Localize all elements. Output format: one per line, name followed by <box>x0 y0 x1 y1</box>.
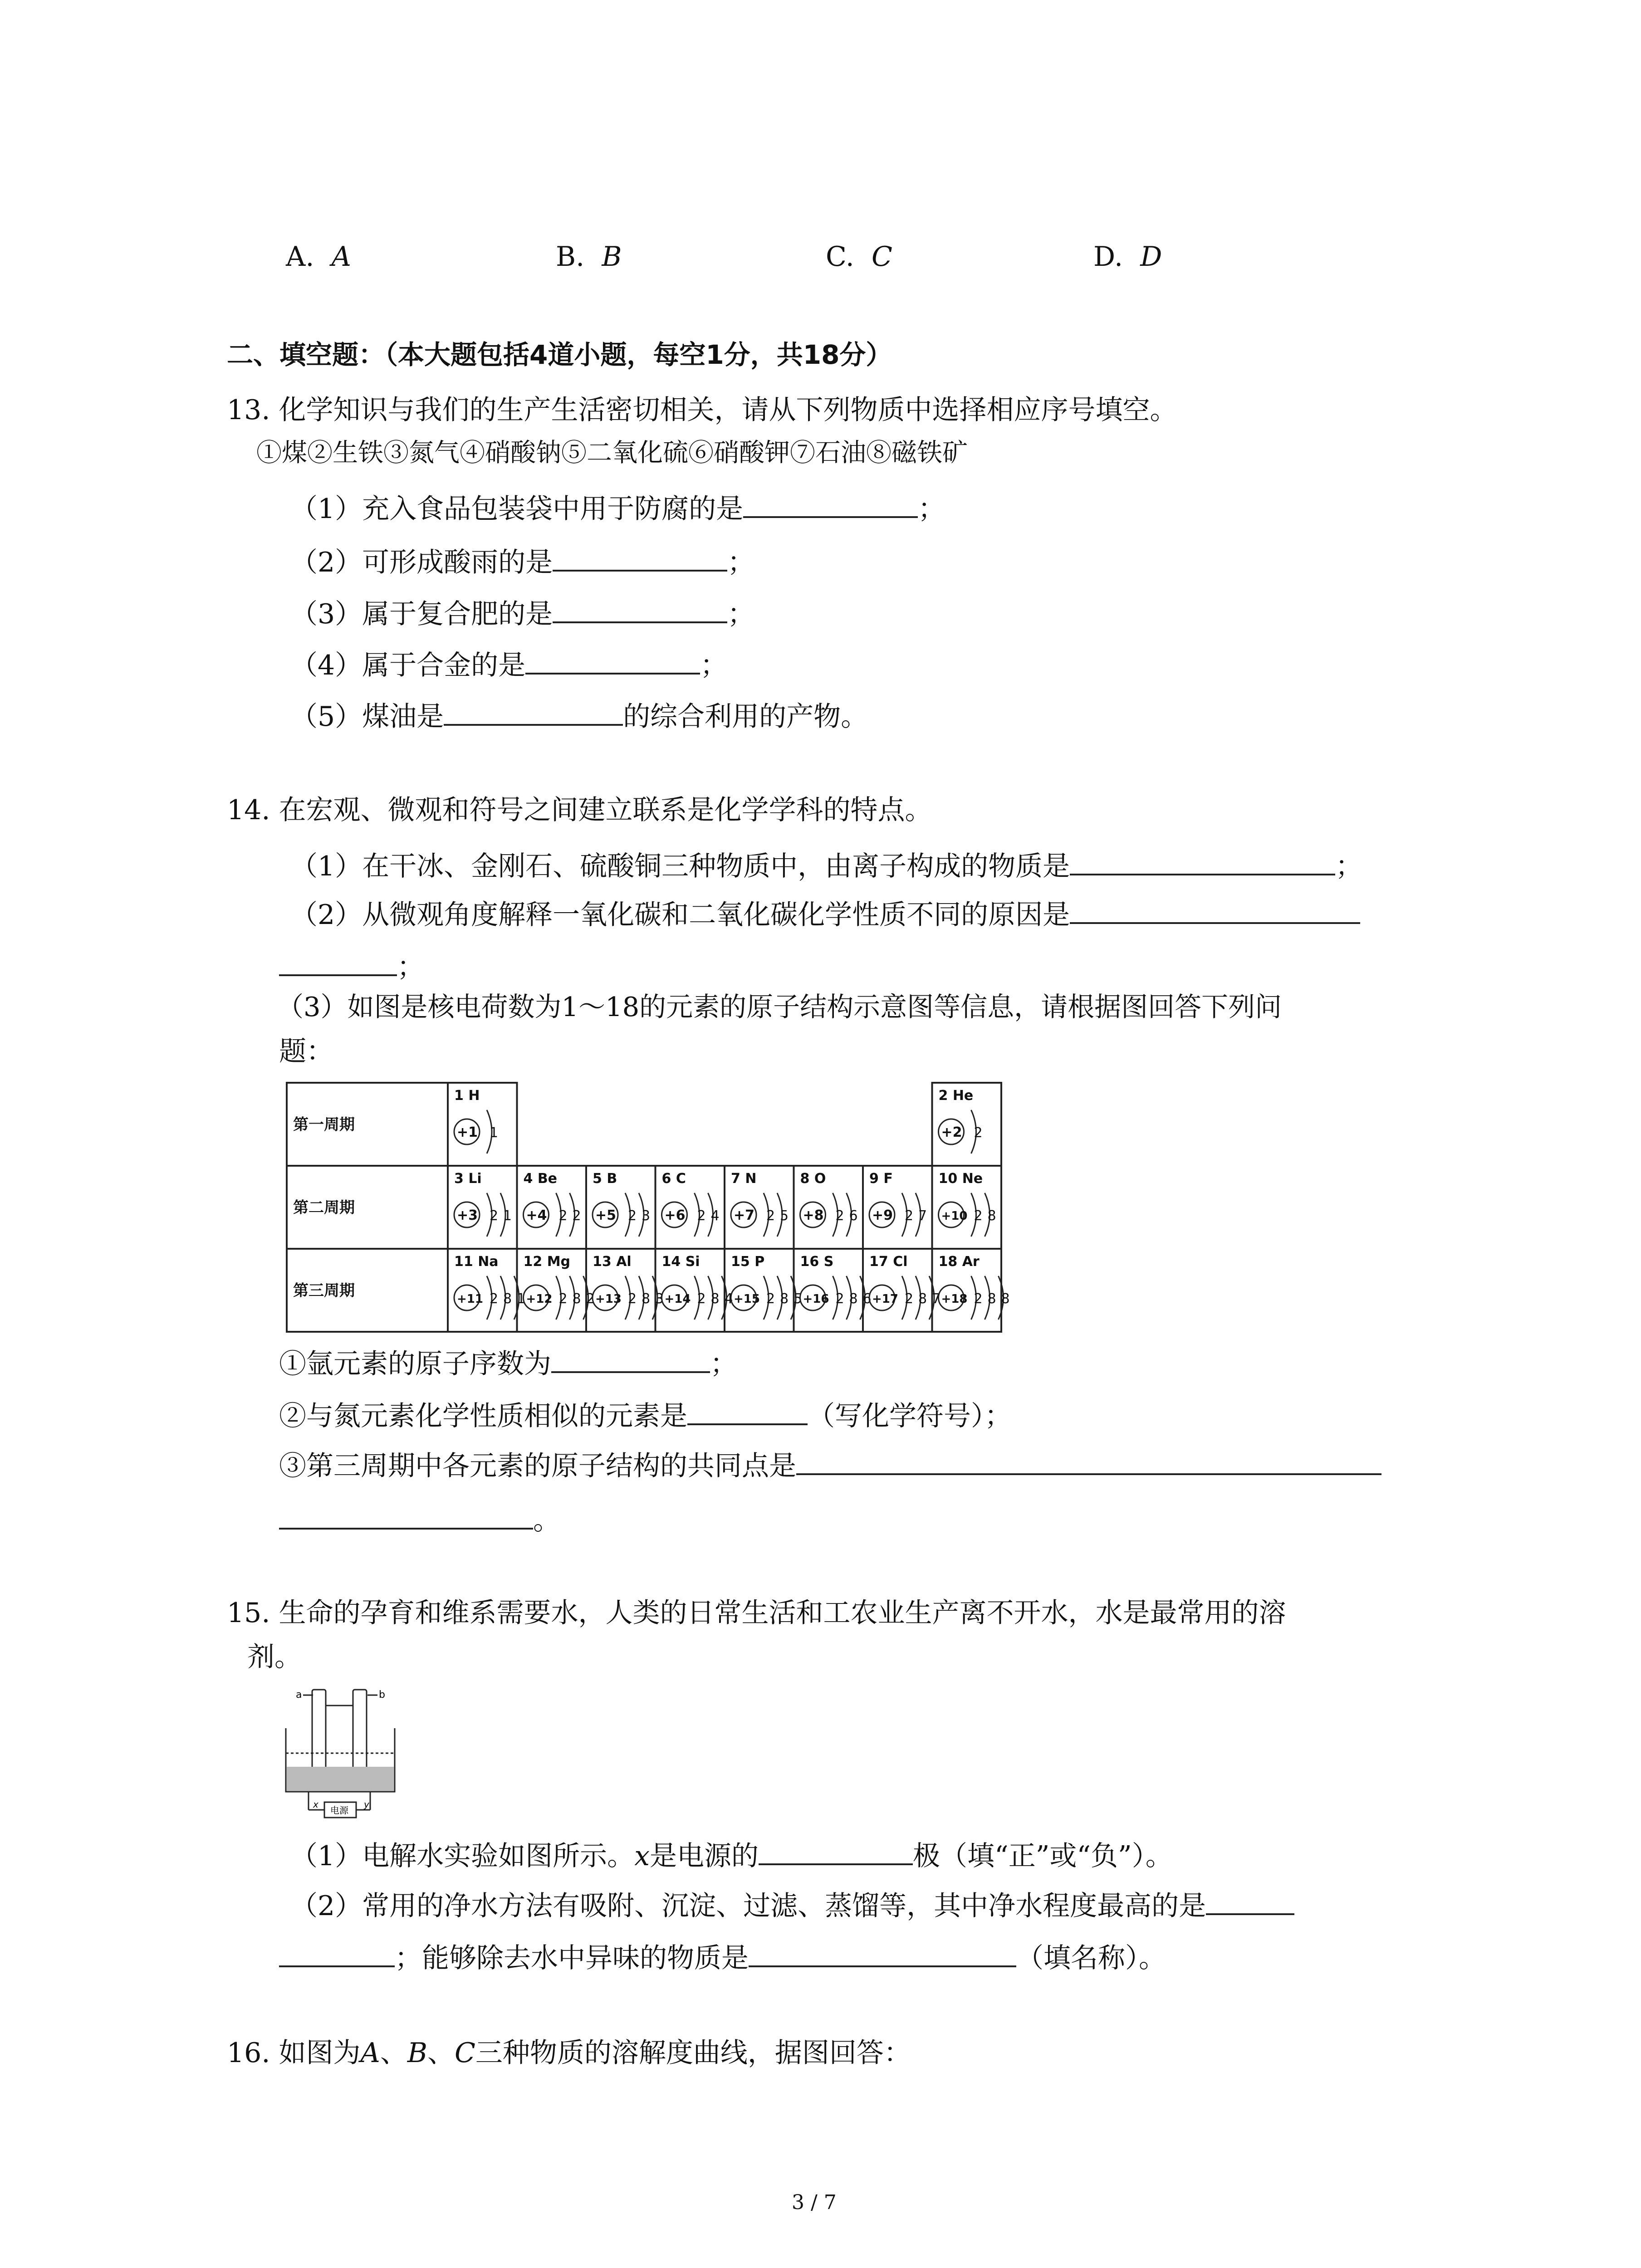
q14-blank-3[interactable] <box>551 1345 710 1373</box>
option-a-label: A. <box>286 241 314 273</box>
q14-sub3-end: 。 <box>533 1505 560 1536</box>
q16-sep2: 、 <box>427 2037 455 2069</box>
element-label: 6 C <box>661 1171 686 1187</box>
nucleus-charge: +9 <box>872 1207 893 1223</box>
option-b-label: B. <box>556 241 585 273</box>
q14-sub1-text: ①氩元素的原子序数为 <box>279 1348 551 1380</box>
electron-count: 2 <box>490 1291 499 1307</box>
electron-count: 2 <box>974 1125 983 1141</box>
period-row-label: 第一周期 <box>293 1115 355 1134</box>
period-row-label: 第三周期 <box>293 1281 355 1300</box>
nucleus-charge: +12 <box>526 1292 553 1306</box>
apparatus-label-a: a <box>296 1689 302 1701</box>
q15-part1-var: x <box>634 1840 650 1872</box>
electron-count: 1 <box>503 1208 512 1224</box>
q16-pre: 如图为 <box>279 2037 361 2069</box>
element-label: 15 P <box>731 1254 765 1270</box>
electron-count: 2 <box>766 1291 775 1307</box>
q14-sub1 <box>279 1345 737 1380</box>
electron-count: 6 <box>862 1291 872 1307</box>
electron-count: 8 <box>1001 1291 1010 1307</box>
electron-count: 7 <box>932 1291 941 1307</box>
period-row-label: 第二周期 <box>293 1198 355 1217</box>
q14-part1-text: （1）在干冰、金刚石、硫酸铜三种物质中，由离子构成的物质是 <box>290 850 1070 882</box>
apparatus-label-x: x <box>313 1799 318 1810</box>
q14-part1-end: ； <box>1335 850 1363 882</box>
nucleus-charge: +7 <box>734 1207 755 1223</box>
q13-part4 <box>290 646 727 682</box>
q13-blank-4[interactable] <box>525 646 700 675</box>
electron-count: 2 <box>835 1291 844 1307</box>
q16-stem <box>227 2037 911 2069</box>
option-a <box>286 240 351 273</box>
element-label: 4 Be <box>523 1171 558 1187</box>
q14-stem <box>227 794 932 826</box>
q13-part1-text: （1）充入食品包装袋中用于防腐的是 <box>290 493 744 525</box>
q13-part3 <box>290 595 754 631</box>
electron-count: 5 <box>780 1208 789 1224</box>
option-d <box>1093 240 1162 273</box>
q14-part1 <box>290 847 1362 883</box>
q15-stem <box>227 1597 1286 1629</box>
q15-part1-text: （1）电解水实验如图所示。 <box>290 1840 635 1872</box>
element-label: 14 Si <box>661 1254 700 1270</box>
q15-blank-2b[interactable] <box>279 1939 395 1967</box>
element-label: 10 Ne <box>938 1171 983 1187</box>
option-d-label: D. <box>1093 241 1123 273</box>
nucleus-charge: +10 <box>941 1209 968 1223</box>
element-label: 8 O <box>800 1171 826 1187</box>
electron-count: 1 <box>490 1125 499 1141</box>
electron-count: 7 <box>918 1208 927 1224</box>
element-label: 18 Ar <box>938 1254 980 1270</box>
element-label: 11 Na <box>454 1254 499 1270</box>
element-label: 5 B <box>593 1171 617 1187</box>
q14-sub2 <box>279 1397 1012 1432</box>
q15-number: 15. <box>227 1597 270 1629</box>
water-fill <box>287 1767 394 1791</box>
electron-count: 8 <box>780 1291 789 1307</box>
periodic-table-grid <box>287 1083 1010 1332</box>
nucleus-charge: +2 <box>941 1124 962 1140</box>
electron-count: 8 <box>642 1291 651 1307</box>
q14-blank-5a[interactable] <box>796 1447 1381 1475</box>
electron-count: 8 <box>710 1291 720 1307</box>
q15-blank-3[interactable] <box>749 1939 1016 1967</box>
apparatus-source-label: 电源 <box>330 1805 348 1816</box>
q13-stem-text: 化学知识与我们的生产生活密切相关，请从下列物质中选择相应序号填空。 <box>279 394 1177 426</box>
q14-sub3 <box>279 1447 1381 1482</box>
q13-part2-end: ； <box>727 547 755 578</box>
electrolysis-apparatus-figure <box>277 1685 408 1821</box>
nucleus-charge: +14 <box>664 1292 691 1306</box>
nucleus-charge: +17 <box>872 1292 898 1306</box>
electron-count: 2 <box>697 1208 706 1224</box>
electron-count: 8 <box>572 1291 581 1307</box>
q15-part1-mid: 是电源的 <box>650 1840 759 1872</box>
q14-blank-2a[interactable] <box>1070 896 1360 924</box>
q14-part2-text: （2）从微观角度解释一氧化碳和二氧化碳化学性质不同的原因是 <box>290 899 1070 931</box>
electron-count: 2 <box>572 1208 581 1224</box>
option-c <box>826 240 892 273</box>
element-label: 17 Cl <box>869 1254 908 1270</box>
electron-count: 2 <box>835 1208 844 1224</box>
q14-part3: （3）如图是核电荷数为1～18的元素的原子结构示意图等信息，请根据图回答下列问 <box>277 991 1282 1022</box>
electron-count: 2 <box>905 1291 914 1307</box>
nucleus-charge: +11 <box>457 1292 483 1306</box>
q15-part1-end: 极（填“正”或“负”）。 <box>913 1840 1173 1872</box>
q14-part3-line2: 题： <box>279 1036 333 1067</box>
q13-blank-1[interactable] <box>743 490 918 518</box>
q16-substance-c: C <box>454 2037 475 2069</box>
q13-blank-5[interactable] <box>444 698 623 726</box>
q14-part2 <box>290 896 1360 931</box>
electron-count: 2 <box>974 1291 983 1307</box>
electron-count: 4 <box>724 1291 733 1307</box>
option-b-letter: B <box>602 241 622 273</box>
q16-number: 16. <box>227 2037 270 2069</box>
q14-part2-end: ； <box>397 951 424 983</box>
electron-count: 5 <box>794 1291 803 1307</box>
option-b <box>556 240 622 273</box>
q15-part2-end: （填名称）。 <box>1016 1942 1166 1974</box>
q13-part5 <box>290 698 868 733</box>
electron-count: 2 <box>766 1208 775 1224</box>
element-label: 13 Al <box>593 1254 632 1270</box>
q15-blank-2a[interactable] <box>1206 1887 1294 1915</box>
q14-blank-5b[interactable] <box>279 1501 533 1530</box>
nucleus-charge: +1 <box>457 1124 478 1140</box>
q13-part4-text: （4）属于合金的是 <box>290 650 526 681</box>
q14-sub1-end: ； <box>710 1348 737 1380</box>
nucleus-charge: +13 <box>595 1292 622 1306</box>
element-label: 16 S <box>800 1254 834 1270</box>
q16-substance-a: A <box>360 2037 380 2069</box>
page-number: 3 / 7 <box>792 2191 837 2214</box>
electron-count: 2 <box>697 1291 706 1307</box>
nucleus-charge: +8 <box>803 1207 824 1223</box>
periodic-table-figure <box>286 1082 1010 1336</box>
q13-part4-end: ； <box>700 650 728 681</box>
q15-stem-text: 生命的孕育和维系需要水，人类的日常生活和工农业生产离不开水，水是最常用的溶 <box>279 1597 1286 1629</box>
q14-blank-1[interactable] <box>1070 847 1335 875</box>
q14-sub2-end: （写化学符号）； <box>808 1400 1012 1432</box>
electron-count: 2 <box>974 1208 983 1224</box>
electron-count: 2 <box>558 1208 568 1224</box>
q16-substance-b: B <box>407 2037 427 2069</box>
q15-part2-mid: ；能够除去水中异味的物质是 <box>395 1942 749 1974</box>
q16-post: 三种物质的溶解度曲线，据图回答： <box>475 2037 911 2069</box>
q13-part1-end: ； <box>918 493 945 525</box>
q13-part5-end: 的综合利用的产物。 <box>623 701 868 733</box>
q15-part2 <box>290 1887 1294 1922</box>
q14-blank-2b[interactable] <box>279 948 397 976</box>
electron-count: 8 <box>987 1291 996 1307</box>
q14-number: 14. <box>227 794 270 826</box>
option-d-letter: D <box>1140 241 1162 273</box>
nucleus-charge: +6 <box>664 1207 686 1223</box>
electron-count: 4 <box>710 1208 720 1224</box>
q13-blank-2[interactable] <box>553 543 727 572</box>
q15-part2-text: （2）常用的净水方法有吸附、沉淀、过滤、蒸馏等，其中净水程度最高的是 <box>290 1890 1206 1922</box>
element-label: 2 He <box>938 1088 974 1104</box>
electron-count: 2 <box>905 1208 914 1224</box>
q15-blank-1[interactable] <box>759 1837 913 1865</box>
electron-count: 2 <box>628 1291 637 1307</box>
q13-blank-3[interactable] <box>553 595 727 623</box>
element-label: 1 H <box>454 1088 480 1104</box>
q13-part1 <box>290 490 945 525</box>
q14-part2-cont <box>279 948 424 983</box>
q13-choices: ①煤②生铁③氮气④硝酸钠⑤二氧化硫⑥硝酸钾⑦石油⑧磁铁矿 <box>256 438 968 468</box>
option-a-letter: A <box>331 241 351 273</box>
q13-number: 13. <box>227 394 270 426</box>
section-heading: 二、填空题：（本大题包括4道小题，每空1分，共18分） <box>227 339 892 370</box>
nucleus-charge: +4 <box>526 1207 547 1223</box>
apparatus-label-b: b <box>379 1689 385 1701</box>
q13-part2-text: （2）可形成酸雨的是 <box>290 547 553 578</box>
electron-count: 1 <box>517 1291 526 1307</box>
nucleus-charge: +5 <box>595 1207 617 1223</box>
electron-count: 8 <box>849 1291 858 1307</box>
option-c-letter: C <box>872 241 892 273</box>
q13-part3-text: （3）属于复合肥的是 <box>290 598 553 630</box>
electron-count: 3 <box>642 1208 651 1224</box>
electron-count: 2 <box>586 1291 595 1307</box>
q13-part3-end: ； <box>727 598 755 630</box>
q13-part2 <box>290 543 754 579</box>
nucleus-charge: +18 <box>941 1292 968 1306</box>
electron-count: 2 <box>628 1208 637 1224</box>
q13-part5-text: （5）煤油是 <box>290 701 444 733</box>
electron-count: 2 <box>490 1208 499 1224</box>
nucleus-charge: +16 <box>803 1292 829 1306</box>
element-label: 7 N <box>731 1171 757 1187</box>
element-label: 12 Mg <box>523 1254 571 1270</box>
q13-stem <box>227 394 1177 426</box>
q14-sub2-text: ②与氮元素化学性质相似的元素是 <box>279 1400 687 1432</box>
apparatus-label-y: y <box>364 1799 369 1810</box>
q15-stem-line2: 剂。 <box>247 1641 302 1673</box>
option-c-label: C. <box>826 241 854 273</box>
electrolysis-tubes <box>286 1690 395 1818</box>
electron-count: 8 <box>918 1291 927 1307</box>
element-label: 9 F <box>869 1171 893 1187</box>
electron-count: 3 <box>655 1291 664 1307</box>
element-label: 3 Li <box>454 1171 482 1187</box>
electron-count: 6 <box>849 1208 858 1224</box>
q14-blank-4[interactable] <box>687 1397 808 1425</box>
q14-sub3-text: ③第三周期中各元素的原子结构的共同点是 <box>279 1450 796 1482</box>
q14-sub3-cont <box>279 1501 560 1537</box>
q14-stem-text: 在宏观、微观和符号之间建立联系是化学学科的特点。 <box>279 794 932 826</box>
electron-count: 8 <box>503 1291 512 1307</box>
electron-count: 2 <box>558 1291 568 1307</box>
q16-sep1: 、 <box>380 2037 407 2069</box>
nucleus-charge: +15 <box>734 1292 760 1306</box>
electron-count: 8 <box>987 1208 996 1224</box>
nucleus-charge: +3 <box>457 1207 478 1223</box>
q15-part1 <box>290 1837 1173 1872</box>
q15-part2-cont <box>279 1939 1166 1975</box>
